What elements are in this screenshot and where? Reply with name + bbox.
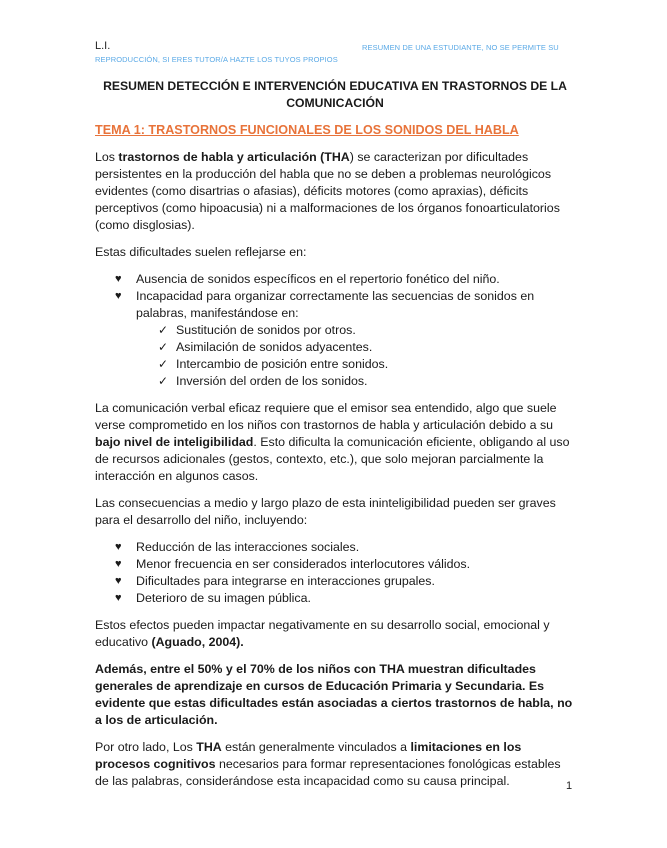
text: . Esto dificulta la comunicación eficiente, obligando al uso de recursos adicionales (gestos, contexto, etc.), que solo mejoran parcialmente la interacción en algunos casos.	[95, 435, 570, 483]
bold-paragraph-text: Además, entre el 50% y el 70% de los niños con THA muestran dificultades generales de aprendizaje en cursos de Educación Primaria y Secundaria. Es evidente que estas dificultades están asociadas a ciertos trastornos de habla, no a los de articulación.	[95, 662, 573, 727]
paragraph-1	[95, 149, 575, 234]
paragraph-2: Estas dificultades suelen reflejarse en:	[95, 245, 307, 259]
list-item	[95, 288, 575, 390]
text: Por otro lado, Los	[95, 740, 197, 754]
bold-text: trastornos de habla y articulación (THA	[118, 150, 350, 164]
paragraph-4: Las consecuencias a medio y largo plazo de esta ininteligibilidad pueden ser graves para el desarrollo del niño, incluyendo:	[95, 496, 556, 527]
heart-icon: ♥	[115, 290, 122, 302]
text: Los	[95, 150, 119, 164]
check-icon: ✓	[158, 323, 169, 337]
list-item-text: Incapacidad para organizar correctamente las secuencias de sonidos en palabras, manifestándose en:	[136, 289, 535, 320]
header-initials: L.I.	[95, 40, 111, 52]
paragraph-6	[95, 661, 575, 729]
text: ) se caracterizan por dificultades persistentes en la producción del habla que no se deben a problemas neurológicos evidentes (como disartrias o afasias), déficits motores (como apraxias), déficits perceptivos (como hipoacusia) ni a malformaciones de los órganos fonoarticulatorios (como disglosias).	[95, 150, 560, 232]
document-title: RESUMEN DETECCIÓN E INTERVENCIÓN EDUCATIVA EN TRASTORNOS DE LA COMUNICACIÓN	[103, 79, 567, 110]
section-heading: TEMA 1: TRASTORNOS FUNCIONALES DE LOS SONIDOS DEL HABLA	[95, 123, 519, 137]
sub-list-item	[136, 339, 575, 356]
heart-icon: ♥	[115, 592, 122, 604]
text: La comunicación verbal eficaz requiere que el emisor sea entendido, algo que suele verse comprometido en los niños con trastornos de habla y articulación debido a su	[95, 401, 557, 432]
list-item	[95, 590, 575, 607]
list-item	[95, 271, 575, 288]
text: necesarios para formar representaciones fonológicas estables de las palabras, considerándose esta incapacidad como su causa principal.	[95, 757, 561, 788]
list-item	[95, 539, 575, 556]
list-item-text: Dificultades para integrarse en interacciones grupales.	[136, 574, 435, 588]
bold-text: THA	[196, 740, 222, 754]
list-item-text: Reducción de las interacciones sociales.	[136, 540, 360, 554]
text: están generalmente vinculados a	[221, 740, 411, 754]
bold-text: bajo nivel de inteligibilidad	[95, 435, 254, 449]
list-item-text: Ausencia de sonidos específicos en el repertorio fonético del niño.	[136, 272, 500, 286]
sub-list-item-text: Asimilación de sonidos adyacentes.	[176, 340, 373, 354]
bold-text: limitaciones en los procesos cognitivos	[95, 740, 522, 771]
difficulties-list	[95, 271, 575, 390]
header-right-note: RESUMEN DE UNA ESTUDIANTE, NO SE PERMITE SU	[362, 43, 559, 52]
document-body	[95, 78, 575, 800]
sub-list-item	[136, 373, 575, 390]
check-icon: ✓	[158, 340, 169, 354]
paragraph-3	[95, 400, 575, 485]
paragraph-7	[95, 739, 575, 790]
consequences-list	[95, 539, 575, 607]
sub-list-item-text: Intercambio de posición entre sonidos.	[176, 357, 389, 371]
list-item-text: Deterioro de su imagen pública.	[136, 591, 311, 605]
sub-list-item	[136, 356, 575, 373]
list-item	[95, 556, 575, 573]
heart-icon: ♥	[115, 558, 122, 570]
sub-list	[136, 322, 575, 390]
heart-icon: ♥	[115, 541, 122, 553]
page-number: 1	[566, 780, 573, 792]
paragraph-5	[95, 617, 575, 651]
heart-icon: ♥	[115, 575, 122, 587]
citation: (Aguado, 2004).	[151, 635, 244, 649]
sub-list-item-text: Inversión del orden de los sonidos.	[176, 374, 368, 388]
sub-list-item	[136, 322, 575, 339]
sub-list-item-text: Sustitución de sonidos por otros.	[176, 323, 356, 337]
check-icon: ✓	[158, 357, 169, 371]
check-icon: ✓	[158, 374, 169, 388]
header-left-note: REPRODUCCIÓN, SI ERES TUTOR/A HAZTE LOS TUYOS PROPIOS	[95, 55, 338, 64]
list-item	[95, 573, 575, 590]
heart-icon: ♥	[115, 273, 122, 285]
list-item-text: Menor frecuencia en ser considerados interlocutores válidos.	[136, 557, 471, 571]
text: Estos efectos pueden impactar negativamente en su desarrollo social, emocional y educativo	[95, 618, 550, 649]
